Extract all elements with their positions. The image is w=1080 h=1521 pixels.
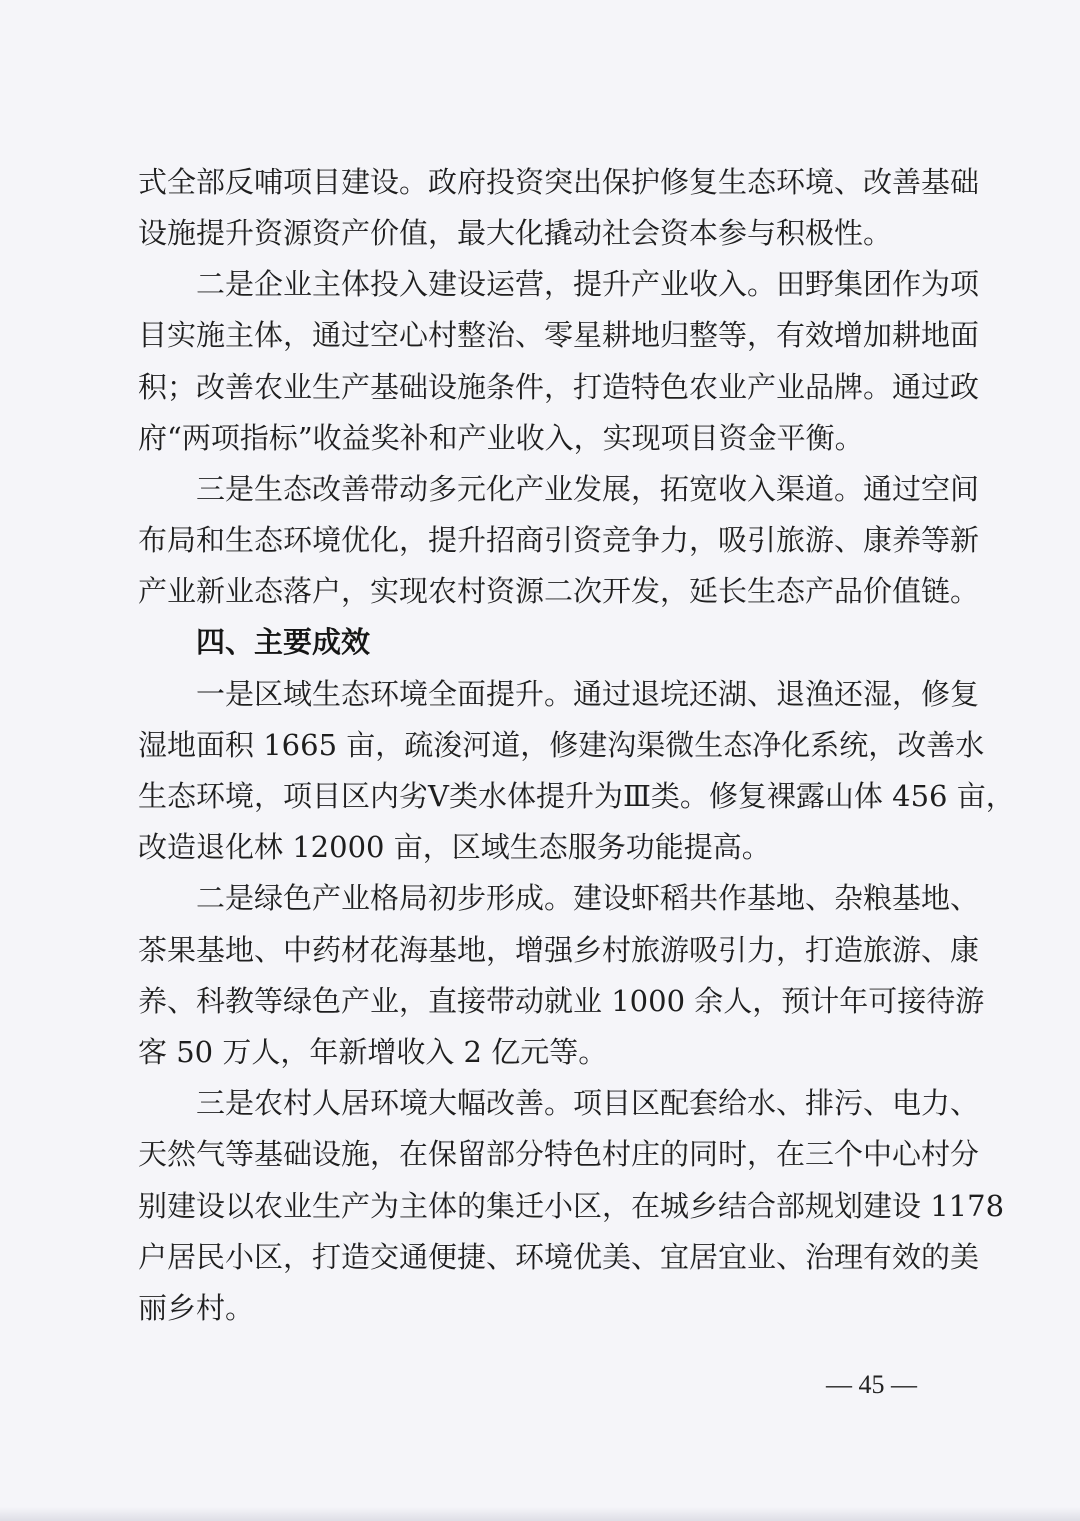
text-line: 府“两项指标”收益奖补和产业收入，实现项目资金平衡。 — [138, 421, 864, 455]
text-line: 客 50 万人，年新增收入 2 亿元等。 — [138, 1035, 608, 1069]
text-line: 户居民小区，打造交通便捷、环境优美、宜居宜业、治理有效的美 — [138, 1240, 980, 1274]
text-line: 设施提升资源资产价值，最大化撬动社会资本参与积极性。 — [138, 216, 893, 250]
text-line: 别建设以农业生产为主体的集迁小区，在城乡结合部规划建设 1178 — [138, 1189, 1005, 1223]
page-number: — 45 — — [826, 1370, 917, 1399]
text-line: 茶果基地、中药材花海基地，增强乡村旅游吸引力，打造旅游、康 — [138, 933, 980, 967]
text-line: 布局和生态环境优化，提升招商引资竞争力，吸引旅游、康养等新 — [138, 523, 980, 557]
text-line: 一是区域生态环境全面提升。通过退垸还湖、退渔还湿，修复 — [196, 677, 980, 711]
text-line: 式全部反哺项目建设。政府投资突出保护修复生态环境、改善基础 — [138, 165, 980, 199]
text-line: 积；改善农业生产基础设施条件，打造特色农业产业品牌。通过政 — [138, 370, 980, 404]
text-line: 生态环境，项目区内劣Ⅴ类水体提升为Ⅲ类。修复裸露山体 456 亩， — [138, 779, 1015, 813]
scan-edge-shadow — [0, 1507, 1080, 1521]
text-line: 三是生态改善带动多元化产业发展，拓宽收入渠道。通过空间 — [196, 472, 980, 506]
text-line: 二是企业主体投入建设运营，提升产业收入。田野集团作为项 — [196, 267, 980, 301]
text-line: 二是绿色产业格局初步形成。建设虾稻共作基地、杂粮基地、 — [196, 881, 980, 915]
text-line: 养、科教等绿色产业，直接带动就业 1000 余人，预计年可接待游 — [138, 984, 985, 1018]
text-line: 湿地面积 1665 亩，疏浚河道，修建沟渠微生态净化系统，改善水 — [138, 728, 985, 762]
text-line: 丽乡村。 — [138, 1291, 255, 1325]
text-line: 三是农村人居环境大幅改善。项目区配套给水、排污、电力、 — [196, 1086, 980, 1120]
text-line: 改造退化林 12000 亩，区域生态服务功能提高。 — [138, 830, 771, 864]
text-line: 目实施主体，通过空心村整治、零星耕地归整等，有效增加耕地面 — [138, 318, 980, 352]
text-line: 产业新业态落户，实现农村资源二次开发，延长生态产品价值链。 — [138, 574, 980, 608]
text-line: 天然气等基础设施，在保留部分特色村庄的同时，在三个中心村分 — [138, 1137, 980, 1171]
section-heading: 四、主要成效 — [196, 625, 371, 659]
